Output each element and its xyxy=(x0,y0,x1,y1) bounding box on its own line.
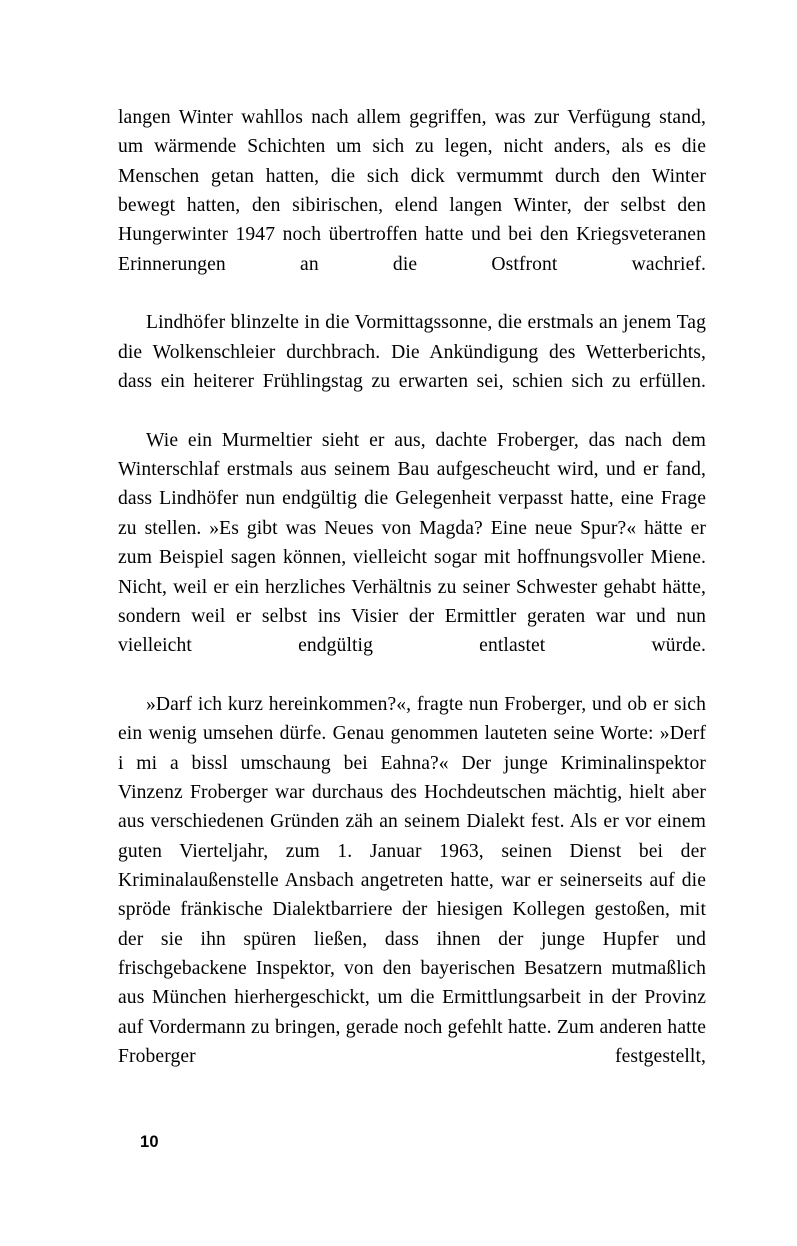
paragraph-continuation: langen Winter wahllos nach allem gegriffen, was zur Verfügung stand, um wärmende Schichten um sich zu legen, nicht anders, als es die Menschen getan hatten, die sich dick vermummt durch den Winter bewegt hatten, den sibirischen, elend langen Winter, der selbst den Hungerwinter 1947 noch übertroffen hatte und bei den Kriegsveteranen Erinnerungen an die Ostfront wachrief. xyxy=(118,107,706,275)
paragraph-froberger: »Darf ich kurz hereinkommen?«, fragte nun Froberger, und ob er sich ein wenig umsehen dürfe. Genau genommen lauteten seine Worte: »Derf i mi a bissl umschaung bei Eahna?« Der junge Kriminalinspektor Vinzenz Froberger war durchaus des Hochdeutschen mächtig, hielt aber aus verschiedenen Gründen zäh an seinem Dialekt fest. Als er vor einem guten Vierteljahr, zum 1. Januar 1963, seinen Dienst bei der Kriminalaußenstelle Ansbach angetreten hatte, war er seinerseits auf die spröde fränkische Dialektbarriere der hiesigen Kollegen gestoßen, mit der sie ihn spüren ließen, dass ihnen der junge Hupfer und frischgebackene Inspektor, von den bayerischen Besatzern mutmaßlich aus München hierhergeschickt, um die Ermittlungsarbeit in der Provinz auf Vordermann zu bringen, gerade noch gefehlt hatte. Zum anderen hatte Froberger festgestellt, xyxy=(118,693,706,1067)
page-number: 10 xyxy=(140,1133,159,1151)
paragraph-lindhoefer: Lindhöfer blinzelte in die Vormittagssonne, die erstmals an jenem Tag die Wolkenschleier durchbrach. Die Ankündigung des Wetterberichts, dass ein heiterer Frühlingstag zu erwarten sei, schien sich zu erfüllen. xyxy=(118,312,706,393)
paragraph-murmeltier: Wie ein Murmeltier sieht er aus, dachte Froberger, das nach dem Winterschlaf erstmals aus seinem Bau aufgescheucht wird, und er fand, dass Lindhöfer nun endgültig die Gelegenheit verpasst hatte, eine Frage zu stellen. »Es gibt was Neues von Magda? Eine neue Spur?« hätte er zum Beispiel sagen können, vielleicht sogar mit hoffnungsvoller Miene. Nicht, weil er ein herzliches Verhältnis zu seiner Schwester gehabt hätte, sondern weil er selbst ins Visier der Ermittler geraten war und nun vielleicht endgültig entlastet würde. xyxy=(118,429,706,657)
body-text-block xyxy=(118,103,706,1101)
